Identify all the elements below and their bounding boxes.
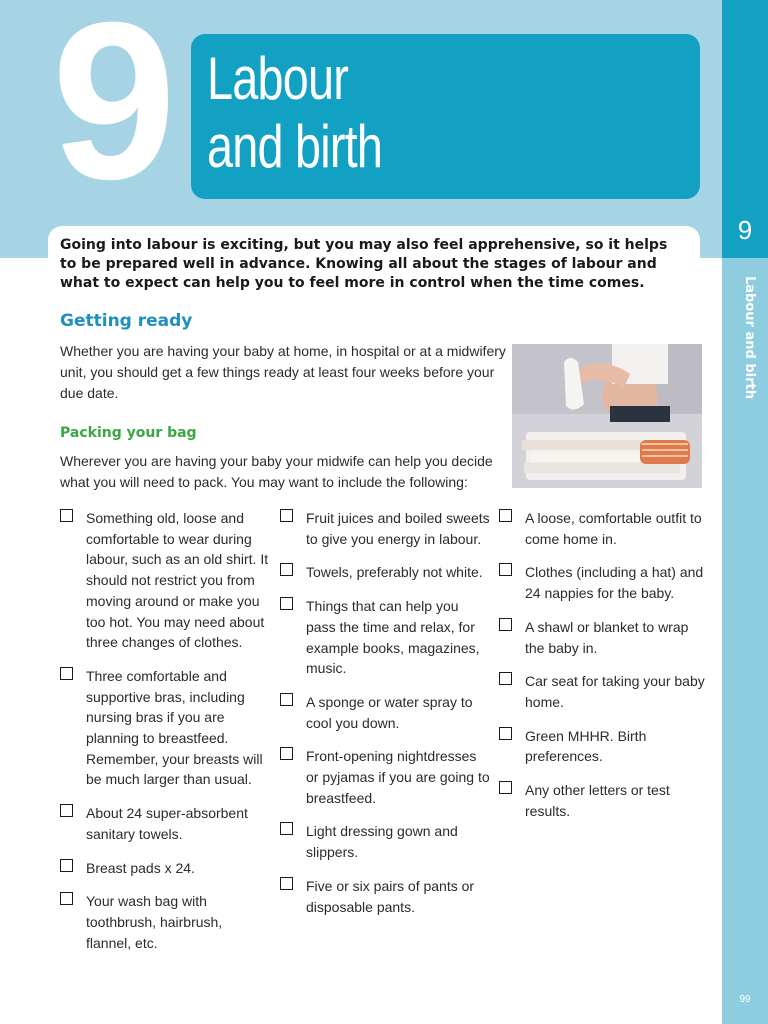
checkbox[interactable] bbox=[499, 563, 512, 576]
checkbox[interactable] bbox=[499, 781, 512, 794]
side-tab-number: 9 bbox=[737, 215, 753, 245]
chapter-number: 9 bbox=[51, 0, 171, 226]
checkbox[interactable] bbox=[499, 618, 512, 631]
checkbox[interactable] bbox=[280, 877, 293, 890]
checklist-item-text: Five or six pairs of pants or disposable pants. bbox=[306, 877, 475, 915]
checklist-column-2 bbox=[280, 508, 490, 930]
subsection-heading: Packing your bag bbox=[60, 425, 197, 441]
checklist-item-text: Something old, loose and comfortable to wear during labour, such as an old shirt. It should not restrict you from moving around or make you too hot. You may need about three changes of clothes. bbox=[86, 510, 269, 651]
checklist-item-text: Breast pads x 24. bbox=[86, 859, 195, 876]
checklist-item bbox=[60, 858, 270, 879]
checklist-item bbox=[60, 803, 270, 844]
section-paragraph: Whether you are having your baby at home, in hospital or at a midwifery unit, you should get a few things ready at least four weeks before your due date. bbox=[60, 343, 506, 401]
checklist-item bbox=[499, 671, 709, 712]
side-tab-label: Labour and birth bbox=[742, 276, 757, 399]
checklist-item-text: Clothes (including a hat) and 24 nappies for the baby. bbox=[525, 564, 704, 602]
checklist-item-text: Green MHHR. Birth preferences. bbox=[525, 727, 647, 765]
checklist-item bbox=[499, 726, 709, 767]
checklist-item bbox=[280, 821, 490, 862]
checkbox[interactable] bbox=[499, 727, 512, 740]
intro-box bbox=[48, 226, 700, 306]
checklist-item-text: Towels, preferably not white. bbox=[306, 564, 483, 581]
checklist-item bbox=[280, 508, 490, 549]
checkbox[interactable] bbox=[280, 563, 293, 576]
checkbox[interactable] bbox=[499, 672, 512, 685]
chapter-title-line1: Labour bbox=[207, 45, 349, 112]
checklist-item bbox=[280, 746, 490, 808]
checkbox[interactable] bbox=[60, 859, 73, 872]
checklist-item bbox=[280, 596, 490, 679]
checklist-item bbox=[499, 780, 709, 821]
checklist-item-text: Car seat for taking your baby home. bbox=[525, 673, 705, 710]
section-heading: Getting ready bbox=[60, 311, 193, 331]
checkbox[interactable] bbox=[60, 892, 73, 905]
checklist-item bbox=[280, 876, 490, 917]
checklist-item-text: Fruit juices and boiled sweets to give you energy in labour. bbox=[306, 510, 490, 547]
checklist-item bbox=[60, 666, 270, 790]
checkbox[interactable] bbox=[280, 597, 293, 610]
checklist-item-text: Three comfortable and supportive bras, including nursing bras if you are planning to breastfeed. Remember, your breasts will be much larger than usual. bbox=[86, 667, 263, 788]
checklist-item-text: A shawl or blanket to wrap the baby in. bbox=[525, 618, 689, 656]
page-number: 99 bbox=[739, 994, 751, 1005]
checklist-item-text: Front-opening nightdresses or pyjamas if you are going to breastfeed. bbox=[306, 748, 490, 806]
checklist-item-text: A sponge or water spray to cool you down. bbox=[306, 693, 473, 731]
photo-illustration bbox=[512, 344, 702, 488]
checkbox[interactable] bbox=[280, 693, 293, 706]
checklist-item-text: Things that can help you pass the time and relax, for example books, magazines, music. bbox=[306, 598, 480, 677]
intro-text: Going into labour is exciting, but you may also feel apprehensive, so it helps to be prepared well in advance. Knowing all about the stages of labour and what to expect can help you to feel more in control when the time comes. bbox=[60, 237, 668, 291]
checkbox[interactable] bbox=[499, 509, 512, 522]
checklist-item-text: Any other letters or test results. bbox=[525, 782, 670, 819]
checkbox[interactable] bbox=[60, 667, 73, 680]
checklist-item bbox=[499, 562, 709, 603]
chapter-title-line2: and birth bbox=[207, 113, 383, 180]
checkbox[interactable] bbox=[60, 509, 73, 522]
checklist-column-3 bbox=[499, 508, 709, 834]
checklist-item bbox=[499, 508, 709, 549]
checklist-item bbox=[60, 508, 270, 653]
chapter-title-box bbox=[191, 34, 700, 199]
checkbox[interactable] bbox=[280, 747, 293, 760]
checklist-column-1 bbox=[60, 508, 270, 966]
subsection-paragraph: Wherever you are having your baby your midwife can help you decide what you will need to pack. You may want to include the following: bbox=[60, 453, 493, 490]
pregnant-woman-photo bbox=[512, 344, 702, 488]
checklist-item bbox=[280, 692, 490, 733]
checkbox[interactable] bbox=[280, 822, 293, 835]
checklist-item-text: Light dressing gown and slippers. bbox=[306, 823, 458, 861]
checklist-item-text: Your wash bag with toothbrush, hairbrush, flannel, etc. bbox=[86, 893, 223, 951]
checklist-item bbox=[499, 617, 709, 658]
checkbox[interactable] bbox=[60, 804, 73, 817]
checklist-item bbox=[60, 891, 270, 953]
checklist-item bbox=[280, 562, 490, 583]
checkbox[interactable] bbox=[280, 509, 293, 522]
checklist-item-text: About 24 super-absorbent sanitary towels. bbox=[86, 805, 248, 842]
checklist-item-text: A loose, comfortable outfit to come home in. bbox=[525, 510, 702, 547]
